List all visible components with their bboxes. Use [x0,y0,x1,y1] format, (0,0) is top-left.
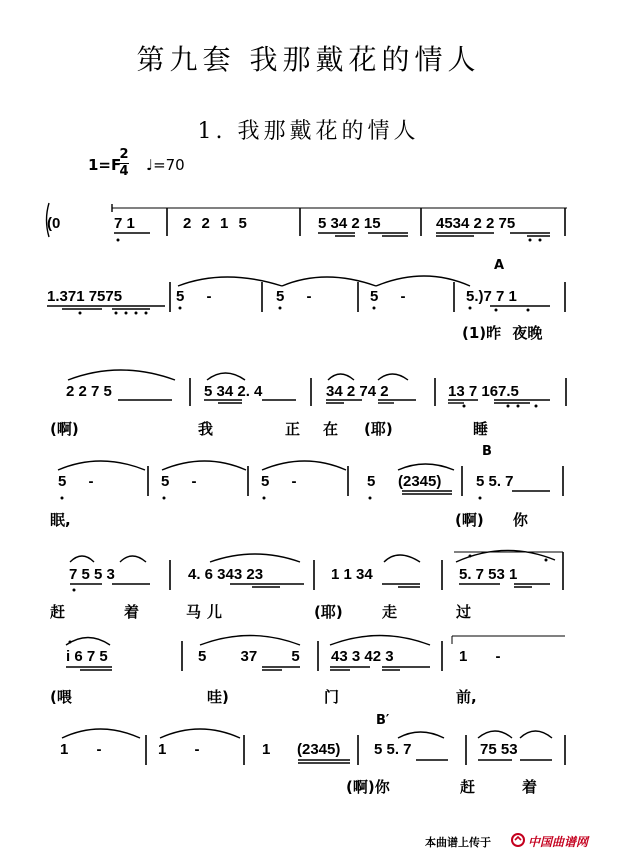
note-group: 2 2 7 5 [66,383,112,400]
slur [160,729,240,738]
octave-dot [469,307,472,310]
lyric: (啊) [50,420,79,438]
lyric: 马儿 [186,603,229,621]
lyric: 正 [285,420,301,438]
note-group: 5 37 5 [198,648,300,665]
lyric: (喂 [50,688,72,706]
slur [398,464,454,470]
note-group: 43 3 42 3 [331,648,394,665]
octave-dot [469,555,472,558]
note-group: 75 53 [480,741,518,758]
note-group: 4534 2 2 75 [436,215,516,232]
footer-text: 本曲谱上传于 [425,836,491,849]
lyric: 在 [323,420,339,438]
note-group: 1 - [158,741,200,758]
octave-dot [117,239,120,242]
tempo-marking: ♩=70 [146,156,185,174]
page-title: 第九套 我那戴花的情人 [136,43,481,76]
bracket-line [47,203,50,237]
lyric: (耶) [314,603,343,621]
note-group: i 6 7 5 [66,648,108,665]
slur [68,370,175,380]
slur [62,729,140,738]
note-group: 5.)7 7 1 [466,288,517,305]
lyric: 前, [456,688,477,706]
lyric: 我 [198,420,214,438]
octave-dot [179,307,182,310]
song-title: 1. 我那戴花的情人 [197,119,420,144]
lyric: 着 [124,603,140,621]
note-group: 5 - [58,473,94,490]
octave-dot [115,312,118,315]
slur [478,731,512,738]
slur [398,732,444,738]
note-group: 7 5 5 3 [69,566,115,583]
note-group: 5 5. 7 [374,741,412,758]
key-signature: 1=F [88,156,122,174]
octave-dot [163,497,166,500]
note-group: 5 [367,473,376,490]
octave-dot [527,309,530,312]
slur [328,374,354,380]
note-group: 5 34 2. 4 [204,383,263,400]
slur [200,636,300,646]
slur [162,461,246,470]
rehearsal-mark: A [494,258,505,273]
note-group: (0 [47,215,61,232]
note-group: 7 1 [114,215,135,232]
note-group: 1.371 7575 [47,288,123,305]
octave-dot [507,405,510,408]
octave-dot [539,239,542,242]
octave-dot [135,312,138,315]
time-signature-top: 2 [119,147,129,162]
note-group: 5 5. 7 [476,473,514,490]
note-group: 2 2 1 5 [183,215,247,232]
note-group: 5 - [161,473,197,490]
note-group: 5 - [276,288,312,305]
octave-dot [545,559,548,562]
octave-dot [69,641,72,644]
note-group: 5 - [261,473,297,490]
lyric: (啊) 你 [455,511,528,529]
slur [282,277,376,286]
octave-dot [73,589,76,592]
octave-dot [279,307,282,310]
lyric: 着 [522,778,538,796]
slur [58,461,145,470]
note-group: 4. 6 343 23 [188,566,264,583]
octave-dot [463,405,466,408]
note-group: (2345) [398,473,442,490]
lyric: 过 [456,603,472,621]
octave-dot [61,497,64,500]
slur [330,636,430,646]
slur [66,638,110,646]
lyric: 赶 [50,603,66,621]
note-group: 1 - [459,648,501,665]
slur [262,461,346,470]
note-group: 13 7 167.5 [448,383,519,400]
note-group: 1 - [60,741,102,758]
octave-dot [479,497,482,500]
slur [70,556,94,562]
octave-dot [529,239,532,242]
note-group: 1 [262,741,271,758]
octave-dot [263,497,266,500]
lyric: (1)昨 夜晚 [462,324,543,342]
octave-dot [373,307,376,310]
lyric: (耶) [364,420,393,438]
note-group: (2345) [297,741,341,758]
octave-dot [495,309,498,312]
slur [520,731,552,738]
note-group: 5 34 2 15 [318,215,381,232]
rehearsal-mark: B′ [376,713,390,728]
lyric: (啊)你 [346,778,390,796]
slur [378,374,408,380]
note-group: 1 1 34 [331,566,373,583]
octave-dot [145,312,148,315]
lyric: 眠, [50,511,71,529]
octave-dot [535,405,538,408]
octave-dot [125,312,128,315]
note-group: 34 2 74 2 [326,383,389,400]
rehearsal-mark: B [482,444,492,459]
time-signature-bottom: 4 [119,164,129,179]
lyric: 门 [324,688,340,706]
note-group: 5. 7 53 1 [459,566,518,583]
slur [376,276,470,286]
slur [207,373,245,380]
octave-dot [369,497,372,500]
slur [384,555,420,562]
site-logo[interactable]: 中国曲谱网 [528,835,589,849]
lyric: 哇) [207,688,229,706]
slur [178,277,282,286]
lyric: 走 [382,603,398,621]
lyric: 赶 [460,778,476,796]
note-group: 5 - [370,288,406,305]
lyric: 睡 [473,420,489,438]
slur [210,554,300,562]
slur [120,556,146,562]
note-group: 5 - [176,288,212,305]
octave-dot [517,405,520,408]
octave-dot [79,312,82,315]
